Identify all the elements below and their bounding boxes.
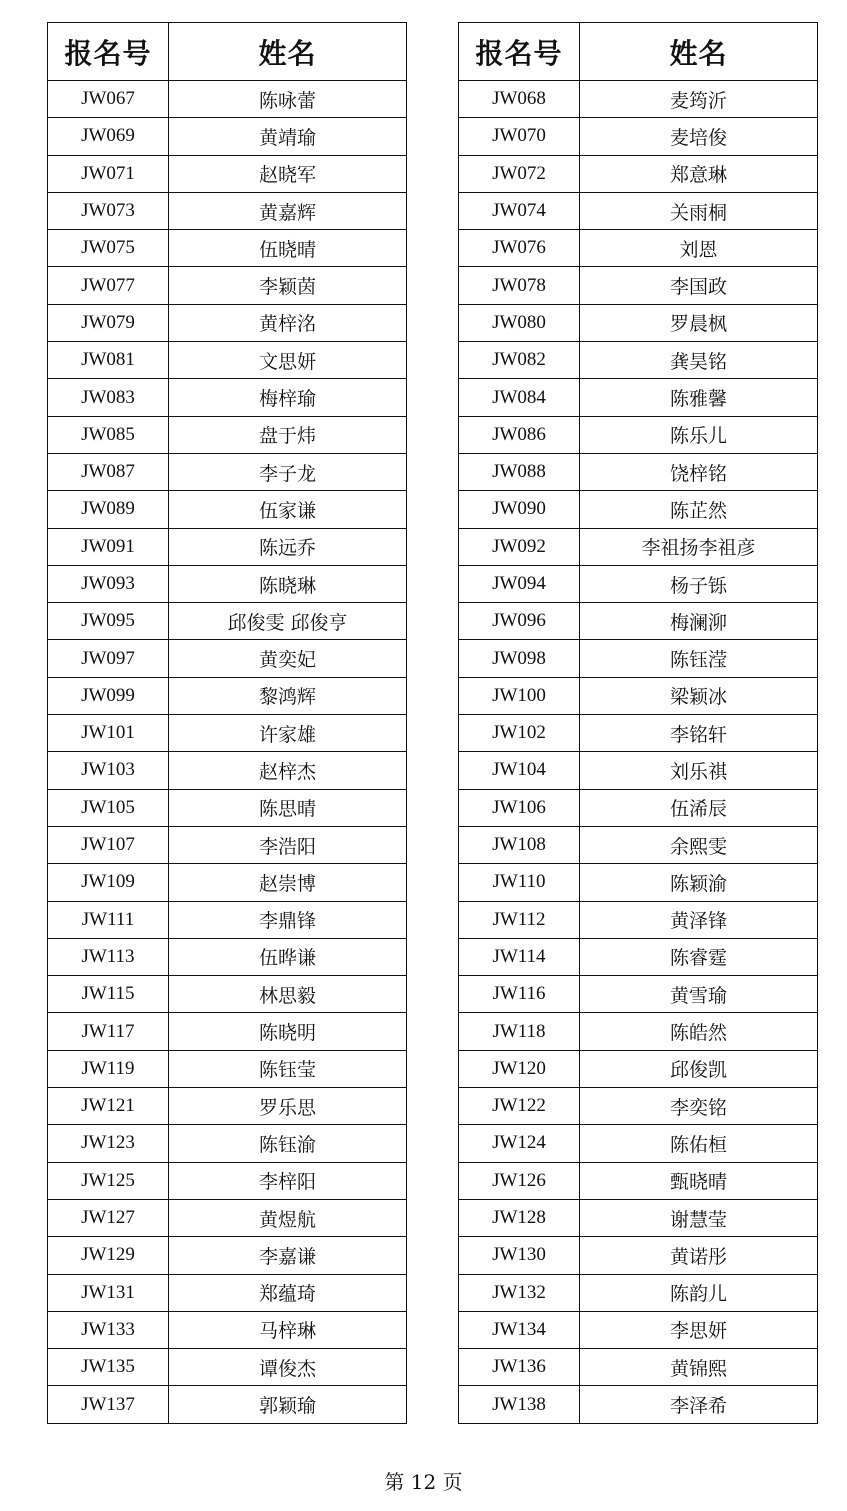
name-cell: 黄奕妃 bbox=[169, 640, 407, 677]
registration-number-cell: JW068 bbox=[459, 81, 580, 118]
left-table-body bbox=[48, 81, 407, 1424]
registration-number-cell: JW097 bbox=[48, 640, 169, 677]
name-cell: 黎鸿辉 bbox=[169, 677, 407, 714]
table-row bbox=[48, 1050, 407, 1087]
table-row bbox=[48, 603, 407, 640]
table-row bbox=[459, 1199, 818, 1236]
table-row bbox=[48, 1311, 407, 1348]
table-row bbox=[459, 826, 818, 863]
right-table-body bbox=[459, 81, 818, 1424]
registration-number-cell: JW080 bbox=[459, 304, 580, 341]
name-cell: 陈睿霆 bbox=[580, 938, 818, 975]
table-row bbox=[459, 976, 818, 1013]
registration-number-cell: JW130 bbox=[459, 1237, 580, 1274]
table-row bbox=[459, 453, 818, 490]
registration-number-cell: JW129 bbox=[48, 1237, 169, 1274]
name-cell: 陈远乔 bbox=[169, 528, 407, 565]
name-cell: 李祖扬李祖彦 bbox=[580, 528, 818, 565]
table-row bbox=[459, 491, 818, 528]
left-registration-table bbox=[47, 22, 407, 1424]
registration-number-cell: JW092 bbox=[459, 528, 580, 565]
registration-number-cell: JW096 bbox=[459, 603, 580, 640]
registration-number-cell: JW085 bbox=[48, 416, 169, 453]
page-number: 第 12 页 bbox=[384, 1470, 463, 1494]
right-registration-table bbox=[458, 22, 818, 1424]
name-cell: 李泽希 bbox=[580, 1386, 818, 1423]
name-cell: 刘恩 bbox=[580, 230, 818, 267]
registration-number-cell: JW081 bbox=[48, 342, 169, 379]
table-row bbox=[48, 1088, 407, 1125]
name-cell: 甄晓晴 bbox=[580, 1162, 818, 1199]
registration-number-cell: JW074 bbox=[459, 192, 580, 229]
table-row bbox=[48, 81, 407, 118]
registration-number-cell: JW132 bbox=[459, 1274, 580, 1311]
name-cell: 陈芷然 bbox=[580, 491, 818, 528]
table-row bbox=[48, 1237, 407, 1274]
registration-number-cell: JW082 bbox=[459, 342, 580, 379]
registration-number-cell: JW072 bbox=[459, 155, 580, 192]
registration-number-cell: JW091 bbox=[48, 528, 169, 565]
registration-number-cell: JW095 bbox=[48, 603, 169, 640]
name-cell: 梅梓瑜 bbox=[169, 379, 407, 416]
table-row bbox=[459, 938, 818, 975]
name-cell: 杨子铄 bbox=[580, 565, 818, 602]
table-row bbox=[459, 1050, 818, 1087]
table-row bbox=[459, 118, 818, 155]
name-cell: 罗晨枫 bbox=[580, 304, 818, 341]
name-cell: 梁颖冰 bbox=[580, 677, 818, 714]
name-cell: 陈咏蕾 bbox=[169, 81, 407, 118]
name-cell: 陈钰莹 bbox=[169, 1050, 407, 1087]
table-row bbox=[48, 938, 407, 975]
header-row bbox=[48, 23, 407, 81]
table-row bbox=[48, 491, 407, 528]
name-cell: 林思毅 bbox=[169, 976, 407, 1013]
registration-number-cell: JW073 bbox=[48, 192, 169, 229]
header-registration-number: 报名号 bbox=[48, 23, 169, 81]
name-cell: 黄煜航 bbox=[169, 1199, 407, 1236]
table-row bbox=[48, 453, 407, 490]
name-cell: 余熙雯 bbox=[580, 826, 818, 863]
registration-number-cell: JW113 bbox=[48, 938, 169, 975]
registration-number-cell: JW125 bbox=[48, 1162, 169, 1199]
table-row bbox=[48, 1386, 407, 1423]
registration-number-cell: JW075 bbox=[48, 230, 169, 267]
name-cell: 陈思晴 bbox=[169, 789, 407, 826]
registration-number-cell: JW111 bbox=[48, 901, 169, 938]
name-cell: 陈颖渝 bbox=[580, 864, 818, 901]
table-row bbox=[459, 864, 818, 901]
name-cell: 关雨桐 bbox=[580, 192, 818, 229]
table-row bbox=[459, 1088, 818, 1125]
registration-number-cell: JW077 bbox=[48, 267, 169, 304]
registration-number-cell: JW071 bbox=[48, 155, 169, 192]
registration-number-cell: JW120 bbox=[459, 1050, 580, 1087]
name-cell: 谢慧莹 bbox=[580, 1199, 818, 1236]
registration-number-cell: JW100 bbox=[459, 677, 580, 714]
registration-number-cell: JW090 bbox=[459, 491, 580, 528]
registration-number-cell: JW135 bbox=[48, 1349, 169, 1386]
name-cell: 李国政 bbox=[580, 267, 818, 304]
table-row bbox=[459, 81, 818, 118]
name-cell: 麦培俊 bbox=[580, 118, 818, 155]
name-cell: 伍家谦 bbox=[169, 491, 407, 528]
registration-number-cell: JW123 bbox=[48, 1125, 169, 1162]
table-row bbox=[48, 1349, 407, 1386]
table-row bbox=[459, 603, 818, 640]
name-cell: 李铭轩 bbox=[580, 715, 818, 752]
table-row bbox=[459, 901, 818, 938]
name-cell: 刘乐祺 bbox=[580, 752, 818, 789]
name-cell: 陈钰渝 bbox=[169, 1125, 407, 1162]
registration-number-cell: JW114 bbox=[459, 938, 580, 975]
name-cell: 李鼎锋 bbox=[169, 901, 407, 938]
table-row bbox=[48, 304, 407, 341]
name-cell: 伍浠辰 bbox=[580, 789, 818, 826]
header-name: 姓名 bbox=[169, 23, 407, 81]
registration-number-cell: JW112 bbox=[459, 901, 580, 938]
name-cell: 黄诺彤 bbox=[580, 1237, 818, 1274]
registration-number-cell: JW067 bbox=[48, 81, 169, 118]
name-cell: 罗乐思 bbox=[169, 1088, 407, 1125]
table-row bbox=[48, 379, 407, 416]
registration-number-cell: JW078 bbox=[459, 267, 580, 304]
table-row bbox=[48, 715, 407, 752]
table-row bbox=[48, 267, 407, 304]
table-row bbox=[48, 155, 407, 192]
registration-number-cell: JW094 bbox=[459, 565, 580, 602]
registration-number-cell: JW086 bbox=[459, 416, 580, 453]
registration-number-cell: JW115 bbox=[48, 976, 169, 1013]
table-row bbox=[48, 528, 407, 565]
table-row bbox=[48, 1013, 407, 1050]
name-cell: 李颖茵 bbox=[169, 267, 407, 304]
registration-number-cell: JW137 bbox=[48, 1386, 169, 1423]
registration-number-cell: JW088 bbox=[459, 453, 580, 490]
registration-number-cell: JW138 bbox=[459, 1386, 580, 1423]
header-row bbox=[459, 23, 818, 81]
registration-number-cell: JW121 bbox=[48, 1088, 169, 1125]
registration-number-cell: JW118 bbox=[459, 1013, 580, 1050]
table-row bbox=[48, 752, 407, 789]
table-row bbox=[459, 267, 818, 304]
registration-number-cell: JW103 bbox=[48, 752, 169, 789]
table-row bbox=[459, 304, 818, 341]
name-cell: 陈韵儿 bbox=[580, 1274, 818, 1311]
name-cell: 邱俊雯 邱俊亨 bbox=[169, 603, 407, 640]
table-row bbox=[48, 416, 407, 453]
registration-number-cell: JW084 bbox=[459, 379, 580, 416]
table-row bbox=[48, 864, 407, 901]
name-cell: 李思妍 bbox=[580, 1311, 818, 1348]
registration-number-cell: JW109 bbox=[48, 864, 169, 901]
table-row bbox=[459, 342, 818, 379]
table-row bbox=[459, 1386, 818, 1423]
name-cell: 谭俊杰 bbox=[169, 1349, 407, 1386]
registration-number-cell: JW069 bbox=[48, 118, 169, 155]
table-row bbox=[459, 379, 818, 416]
name-cell: 黄锦熙 bbox=[580, 1349, 818, 1386]
table-row bbox=[48, 826, 407, 863]
name-cell: 赵梓杰 bbox=[169, 752, 407, 789]
header-name: 姓名 bbox=[580, 23, 818, 81]
registration-number-cell: JW098 bbox=[459, 640, 580, 677]
name-cell: 伍晔谦 bbox=[169, 938, 407, 975]
registration-number-cell: JW076 bbox=[459, 230, 580, 267]
name-cell: 黄靖瑜 bbox=[169, 118, 407, 155]
table-row bbox=[459, 677, 818, 714]
registration-number-cell: JW126 bbox=[459, 1162, 580, 1199]
name-cell: 文思妍 bbox=[169, 342, 407, 379]
table-row bbox=[459, 1162, 818, 1199]
name-cell: 陈乐儿 bbox=[580, 416, 818, 453]
name-cell: 赵晓军 bbox=[169, 155, 407, 192]
table-row bbox=[48, 230, 407, 267]
table-row bbox=[48, 1125, 407, 1162]
name-cell: 郑意琳 bbox=[580, 155, 818, 192]
table-row bbox=[459, 1013, 818, 1050]
table-row bbox=[48, 677, 407, 714]
table-row bbox=[459, 715, 818, 752]
table-row bbox=[459, 789, 818, 826]
registration-number-cell: JW083 bbox=[48, 379, 169, 416]
registration-number-cell: JW108 bbox=[459, 826, 580, 863]
table-row bbox=[48, 901, 407, 938]
name-cell: 伍晓晴 bbox=[169, 230, 407, 267]
table-row bbox=[48, 192, 407, 229]
table-row bbox=[459, 192, 818, 229]
name-cell: 黄泽锋 bbox=[580, 901, 818, 938]
name-cell: 盘于炜 bbox=[169, 416, 407, 453]
name-cell: 郑蕴琦 bbox=[169, 1274, 407, 1311]
name-cell: 李奕铭 bbox=[580, 1088, 818, 1125]
table-row bbox=[48, 1199, 407, 1236]
name-cell: 李子龙 bbox=[169, 453, 407, 490]
registration-number-cell: JW102 bbox=[459, 715, 580, 752]
registration-number-cell: JW122 bbox=[459, 1088, 580, 1125]
name-cell: 黄梓洺 bbox=[169, 304, 407, 341]
registration-number-cell: JW117 bbox=[48, 1013, 169, 1050]
table-row bbox=[459, 640, 818, 677]
name-cell: 陈晓琳 bbox=[169, 565, 407, 602]
table-row bbox=[459, 1274, 818, 1311]
name-cell: 李浩阳 bbox=[169, 826, 407, 863]
name-cell: 陈晓明 bbox=[169, 1013, 407, 1050]
name-cell: 赵崇博 bbox=[169, 864, 407, 901]
table-row bbox=[48, 1274, 407, 1311]
registration-number-cell: JW104 bbox=[459, 752, 580, 789]
name-cell: 龚昊铭 bbox=[580, 342, 818, 379]
name-cell: 陈皓然 bbox=[580, 1013, 818, 1050]
registration-number-cell: JW105 bbox=[48, 789, 169, 826]
registration-number-cell: JW101 bbox=[48, 715, 169, 752]
table-row bbox=[48, 640, 407, 677]
registration-number-cell: JW128 bbox=[459, 1199, 580, 1236]
name-cell: 马梓琳 bbox=[169, 1311, 407, 1348]
name-cell: 陈钰滢 bbox=[580, 640, 818, 677]
table-row bbox=[48, 1162, 407, 1199]
name-cell: 郭颖瑜 bbox=[169, 1386, 407, 1423]
registration-number-cell: JW110 bbox=[459, 864, 580, 901]
name-cell: 邱俊凯 bbox=[580, 1050, 818, 1087]
registration-number-cell: JW124 bbox=[459, 1125, 580, 1162]
registration-number-cell: JW106 bbox=[459, 789, 580, 826]
table-row bbox=[459, 1237, 818, 1274]
registration-number-cell: JW116 bbox=[459, 976, 580, 1013]
registration-number-cell: JW136 bbox=[459, 1349, 580, 1386]
name-cell: 饶梓铭 bbox=[580, 453, 818, 490]
name-cell: 麦筠沂 bbox=[580, 81, 818, 118]
name-cell: 陈佑桓 bbox=[580, 1125, 818, 1162]
registration-number-cell: JW107 bbox=[48, 826, 169, 863]
registration-number-cell: JW087 bbox=[48, 453, 169, 490]
registration-number-cell: JW079 bbox=[48, 304, 169, 341]
table-row bbox=[48, 118, 407, 155]
table-row bbox=[459, 528, 818, 565]
registration-number-cell: JW131 bbox=[48, 1274, 169, 1311]
name-cell: 许家雄 bbox=[169, 715, 407, 752]
registration-number-cell: JW134 bbox=[459, 1311, 580, 1348]
name-cell: 李嘉谦 bbox=[169, 1237, 407, 1274]
table-row bbox=[48, 342, 407, 379]
registration-number-cell: JW119 bbox=[48, 1050, 169, 1087]
registration-number-cell: JW093 bbox=[48, 565, 169, 602]
name-cell: 陈雅馨 bbox=[580, 379, 818, 416]
table-row bbox=[459, 230, 818, 267]
name-cell: 黄雪瑜 bbox=[580, 976, 818, 1013]
registration-number-cell: JW070 bbox=[459, 118, 580, 155]
name-cell: 梅澜泖 bbox=[580, 603, 818, 640]
name-cell: 黄嘉辉 bbox=[169, 192, 407, 229]
table-row bbox=[459, 752, 818, 789]
registration-number-cell: JW133 bbox=[48, 1311, 169, 1348]
registration-number-cell: JW099 bbox=[48, 677, 169, 714]
table-row bbox=[48, 565, 407, 602]
table-row bbox=[48, 789, 407, 826]
table-row bbox=[48, 976, 407, 1013]
header-registration-number: 报名号 bbox=[459, 23, 580, 81]
table-row bbox=[459, 416, 818, 453]
table-row bbox=[459, 1311, 818, 1348]
table-row bbox=[459, 155, 818, 192]
table-row bbox=[459, 565, 818, 602]
table-row bbox=[459, 1349, 818, 1386]
registration-number-cell: JW089 bbox=[48, 491, 169, 528]
registration-number-cell: JW127 bbox=[48, 1199, 169, 1236]
name-cell: 李梓阳 bbox=[169, 1162, 407, 1199]
table-row bbox=[459, 1125, 818, 1162]
